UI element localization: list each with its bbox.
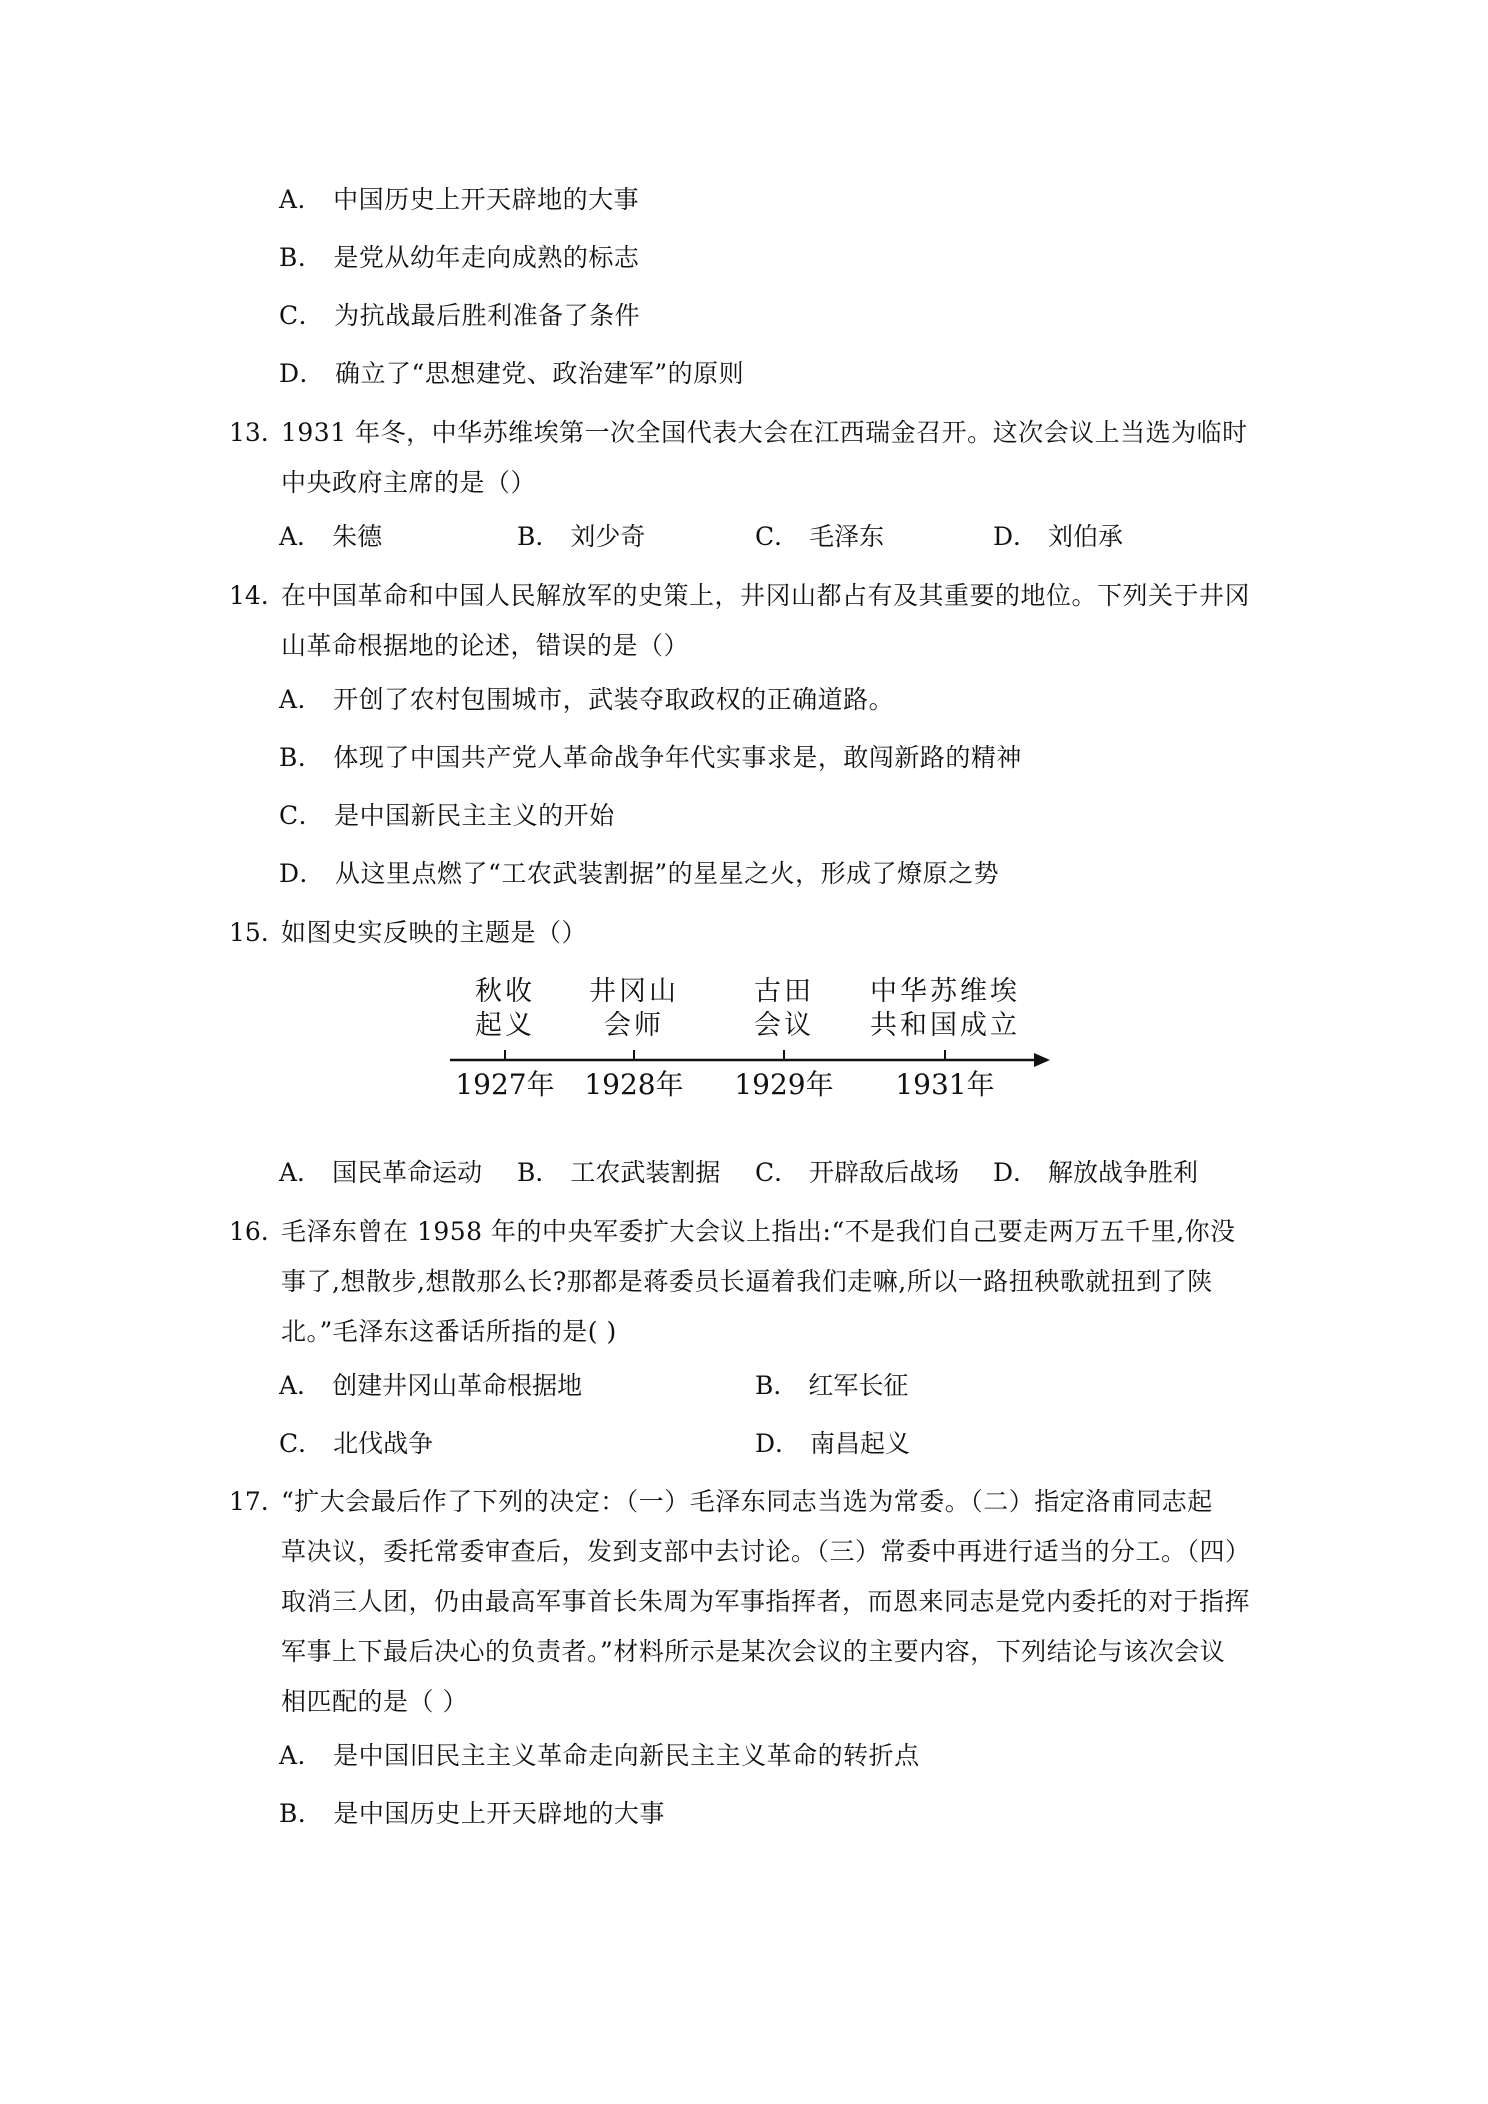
- question-stem-line: 在中国革命和中国人民解放军的史策上，井冈山都占有及其重要的地位。下列关于井冈: [281, 581, 1251, 610]
- question-number: 14.: [229, 581, 269, 610]
- question-number: 15.: [229, 918, 269, 947]
- timeline-event-label: 秋收 起义: [475, 976, 535, 1041]
- q16-option-c: C． 北伐战争: [279, 1429, 434, 1458]
- question-stem-line: 北。”毛泽东这番话所指的是( ): [281, 1317, 617, 1346]
- q13-option-c: C． 毛泽东: [755, 522, 885, 551]
- q16-option-d: D． 南昌起义: [755, 1429, 911, 1458]
- question-stem-line: “扩大会最后作了下列的决定：（一）毛泽东同志当选为常委。（二）指定洛甫同志起: [281, 1487, 1213, 1516]
- question-number: 17.: [229, 1487, 269, 1516]
- q13-option-d: D． 刘伯承: [993, 522, 1124, 551]
- q12-option-a: A． 中国历史上开天辟地的大事: [279, 185, 640, 214]
- question-stem-line: 军事上下最后决心的负责者。”材料所示是某次会议的主要内容，下列结论与该次会议: [281, 1637, 1226, 1666]
- q12-option-c: C． 为抗战最后胜利准备了条件: [279, 301, 641, 330]
- timeline-event-label: 古田 会议: [754, 976, 814, 1041]
- q12-option-b: B． 是党从幼年走向成熟的标志: [279, 243, 640, 272]
- question-stem-line: 相匹配的是（ ）: [281, 1687, 468, 1716]
- q13-option-b: B． 刘少奇: [517, 522, 646, 551]
- q12-option-d: D． 确立了“思想建党、政治建军”的原则: [279, 359, 745, 388]
- question-stem-line: 如图史实反映的主题是（）: [281, 918, 588, 947]
- question-number: 16.: [229, 1217, 269, 1246]
- timeline-event-label: 中华苏维埃 共和国成立: [870, 976, 1020, 1041]
- timeline-year: 1931年: [895, 1068, 995, 1101]
- timeline-year: 1927年: [455, 1068, 555, 1101]
- timeline-year: 1928年: [584, 1068, 684, 1101]
- question-number: 13.: [229, 418, 269, 447]
- q15-option-c: C． 开辟敌后战场: [755, 1158, 960, 1187]
- q14-option-d: D． 从这里点燃了“工农武装割据”的星星之火，形成了燎原之势: [279, 859, 1000, 888]
- question-stem-line: 1931 年冬，中华苏维埃第一次全国代表大会在江西瑞金召开。这次会议上当选为临时: [281, 418, 1248, 447]
- q14-option-c: C． 是中国新民主主义的开始: [279, 801, 615, 830]
- q17-option-b: B． 是中国历史上开天辟地的大事: [279, 1799, 665, 1828]
- q13-option-a: A． 朱德: [279, 522, 383, 551]
- q16-option-a: A． 创建井冈山革命根据地: [279, 1371, 583, 1400]
- q16-option-b: B． 红军长征: [755, 1371, 909, 1400]
- timeline-arrowhead: [1034, 1053, 1050, 1067]
- question-stem-line: 中央政府主席的是（）: [281, 468, 537, 497]
- question-stem-line: 毛泽东曾在 1958 年的中央军委扩大会议上指出:“不是我们自己要走两万五千里,你没: [281, 1217, 1236, 1246]
- q14-option-a: A． 开创了农村包围城市，武装夺取政权的正确道路。: [279, 685, 895, 714]
- q15-option-b: B． 工农武装割据: [517, 1158, 721, 1187]
- question-stem-line: 山革命根据地的论述，错误的是（）: [281, 631, 690, 660]
- timeline-event-label: 井冈山 会师: [589, 976, 679, 1041]
- q15-option-d: D． 解放战争胜利: [993, 1158, 1199, 1187]
- q17-option-a: A． 是中国旧民主主义革命走向新民主主义革命的转折点: [279, 1741, 920, 1770]
- question-stem-line: 事了,想散步,想散那么长?那都是蒋委员长逼着我们走嘛,所以一路扭秧歌就扭到了陕: [281, 1267, 1213, 1296]
- timeline-year: 1929年: [734, 1068, 834, 1101]
- q15-option-a: A． 国民革命运动: [279, 1158, 483, 1187]
- question-stem-line: 取消三人团，仍由最高军事首长朱周为军事指挥者，而恩来同志是党内委托的对于指挥: [281, 1587, 1251, 1616]
- q14-option-b: B． 体现了中国共产党人革命战争年代实事求是，敢闯新路的精神: [279, 743, 1022, 772]
- question-stem-line: 草决议，委托常委审查后，发到支部中去讨论。（三）常委中再进行适当的分工。（四）: [281, 1537, 1251, 1566]
